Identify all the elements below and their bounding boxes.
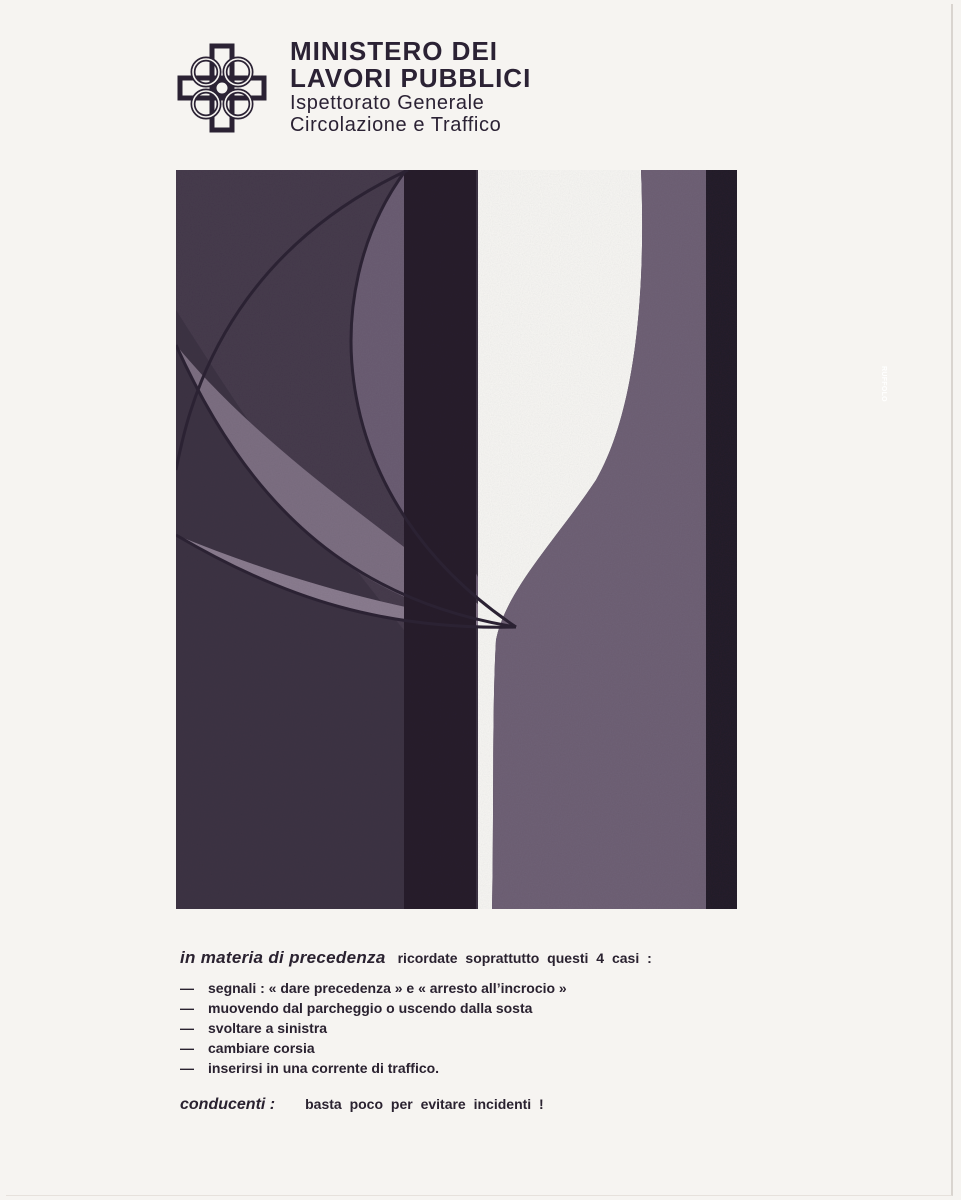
ministry-subtitle-line-1: Ispettorato Generale: [290, 92, 485, 114]
case-text: cambiare corsia: [208, 1040, 315, 1056]
safety-message: [180, 948, 820, 1114]
intro-line: [180, 948, 820, 968]
footer-slogan: [180, 1096, 820, 1114]
poster-artwork: [176, 170, 737, 909]
case-text: inserirsi in una corrente di traffico.: [208, 1060, 440, 1076]
footer-emphasis: conducenti :: [180, 1096, 276, 1113]
dash-bullet: —: [180, 1000, 194, 1016]
list-item: [180, 998, 820, 1018]
ministry-knot-emblem-icon: [176, 42, 268, 134]
ministry-name: [290, 38, 590, 136]
ministry-title-line-2: LAVORI PUBBLICI: [290, 63, 532, 93]
artist-signature: RUFFOLO: [880, 366, 887, 402]
list-item: [180, 1058, 820, 1078]
abstract-road-poster: [176, 170, 887, 909]
black-vertical-band: [404, 170, 476, 909]
case-text: segnali : « dare precedenza » e « arresto all’incrocio »: [208, 980, 567, 996]
ministry-subtitle-line-2: Circolazione e Traffico: [290, 114, 502, 136]
list-item: [180, 1038, 820, 1058]
list-item: [180, 1018, 820, 1038]
intro-rest: ricordate soprattutto questi 4 casi :: [397, 950, 652, 966]
list-item: [180, 978, 820, 998]
dash-bullet: —: [180, 1040, 194, 1056]
case-text: muovendo dal parcheggio o uscendo dalla sosta: [208, 1000, 533, 1016]
right-dark-strip: [706, 170, 737, 909]
intro-emphasis: in materia di precedenza: [180, 948, 386, 967]
footer-rest: basta poco per evitare incidenti !: [305, 1096, 544, 1112]
precedence-case-list: [180, 978, 820, 1078]
dash-bullet: —: [180, 1060, 194, 1076]
dash-bullet: —: [180, 980, 194, 996]
dash-bullet: —: [180, 1020, 194, 1036]
case-text: svoltare a sinistra: [208, 1020, 328, 1036]
ministry-title-line-1: MINISTERO DEI: [290, 36, 499, 66]
